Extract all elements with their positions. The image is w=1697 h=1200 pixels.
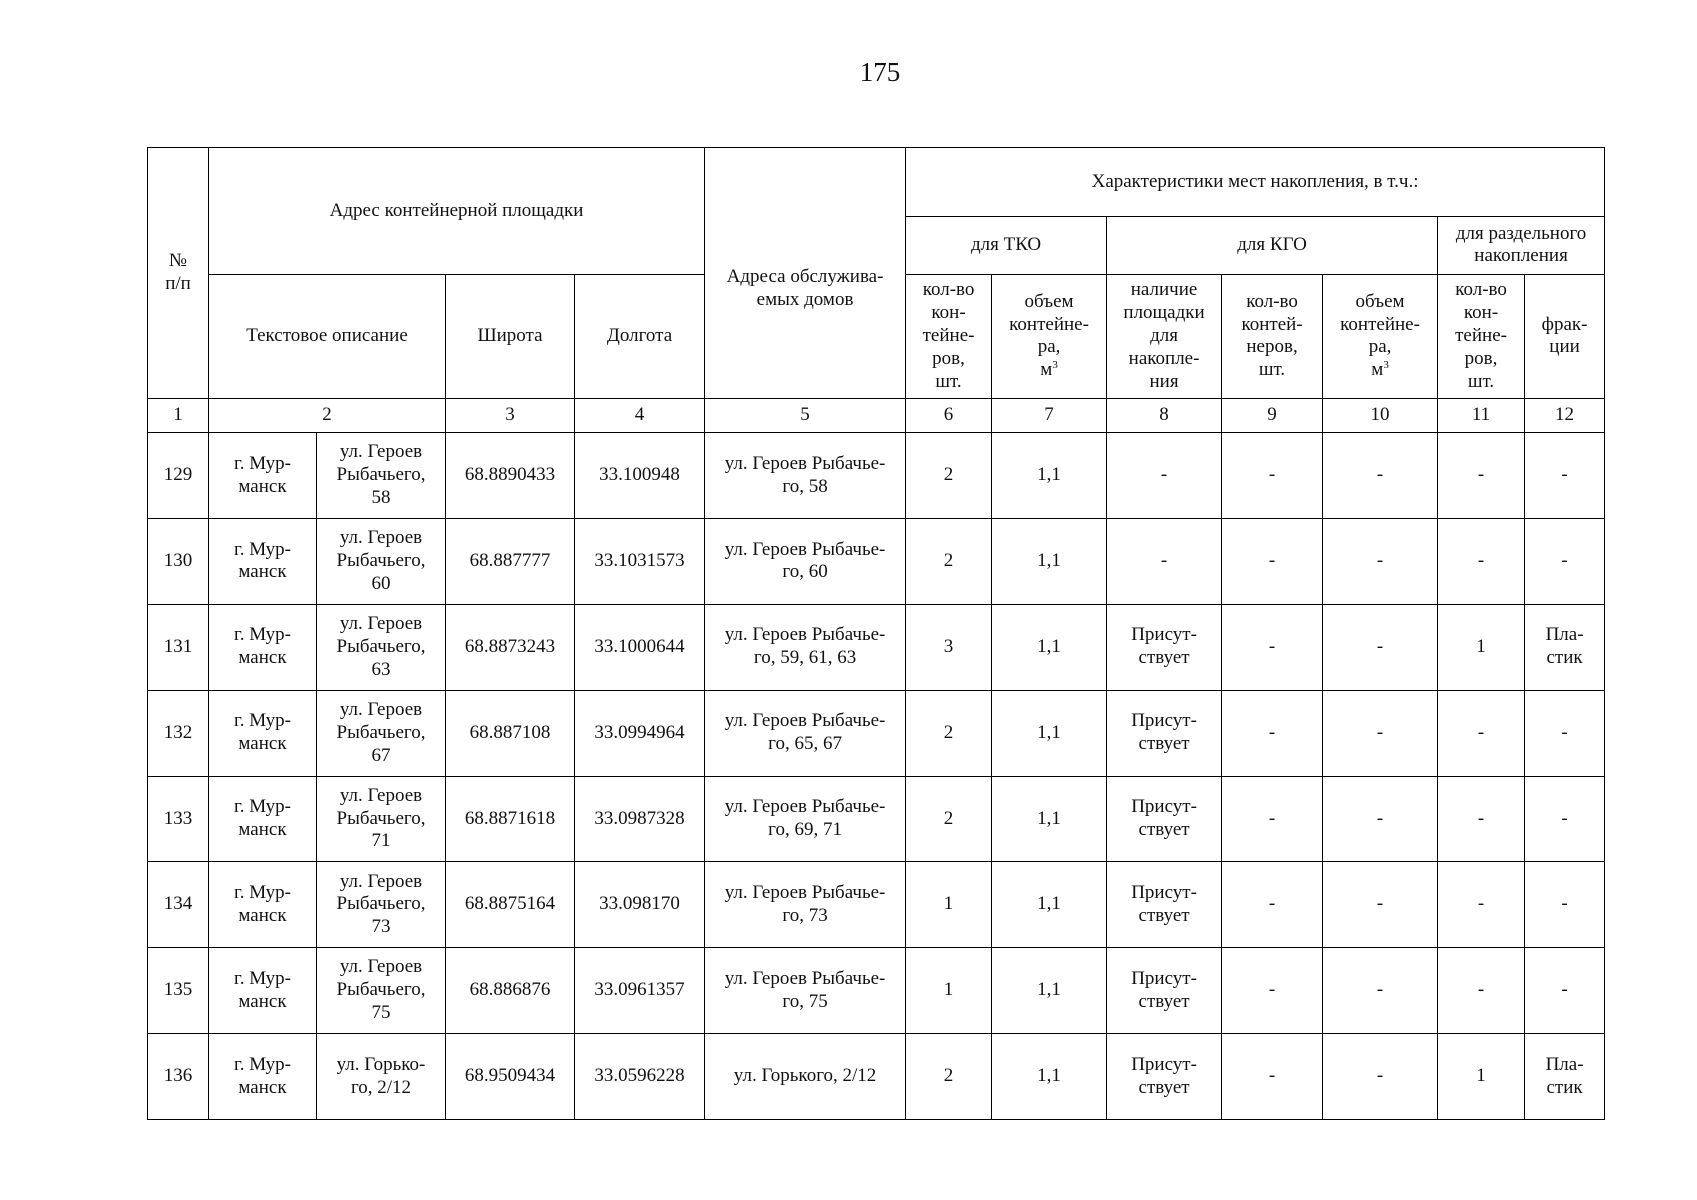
cell-tko-volume: 1,1 (992, 604, 1107, 690)
cell-kgo-count: - (1222, 518, 1323, 604)
cell-num: 131 (148, 604, 209, 690)
cell-street: ул. Горько- го, 2/12 (317, 1034, 446, 1120)
header-served-houses: Адреса обслужива- емых домов (705, 148, 906, 399)
cell-city: г. Мур- манск (209, 690, 317, 776)
cell-tko-volume: 1,1 (992, 1034, 1107, 1120)
table-row (148, 518, 1605, 604)
cell-fractions: Пла- стик (1525, 1034, 1605, 1120)
cell-kgo-volume: - (1323, 776, 1438, 862)
column-number: 12 (1525, 398, 1605, 432)
cell-city: г. Мур- манск (209, 1034, 317, 1120)
table-row (148, 776, 1605, 862)
cell-sep-count: 1 (1438, 1034, 1525, 1120)
cell-kgo-site: Присут- ствует (1107, 948, 1222, 1034)
cell-city: г. Мур- манск (209, 862, 317, 948)
cell-tko-count: 1 (906, 862, 992, 948)
cell-sep-count: - (1438, 776, 1525, 862)
header-row-1 (148, 148, 1605, 217)
cell-longitude: 33.100948 (575, 433, 705, 519)
cell-kgo-volume: - (1323, 604, 1438, 690)
table-row (148, 604, 1605, 690)
cell-kgo-count: - (1222, 948, 1323, 1034)
container-sites-table (147, 147, 1605, 1120)
cell-served-houses: ул. Героев Рыбачье- го, 65, 67 (705, 690, 906, 776)
table-row (148, 948, 1605, 1034)
cell-tko-count: 3 (906, 604, 992, 690)
cell-street: ул. Героев Рыбачьего, 73 (317, 862, 446, 948)
cell-street: ул. Героев Рыбачьего, 63 (317, 604, 446, 690)
cell-kgo-volume: - (1323, 862, 1438, 948)
superscript: 3 (1052, 359, 1058, 372)
cell-longitude: 33.1000644 (575, 604, 705, 690)
cell-street: ул. Героев Рыбачьего, 71 (317, 776, 446, 862)
column-number: 10 (1323, 398, 1438, 432)
cell-tko-count: 2 (906, 690, 992, 776)
cell-latitude: 68.8875164 (446, 862, 575, 948)
header-tko-count: кол-во кон- тейне- ров, шт. (906, 274, 992, 398)
cell-tko-volume: 1,1 (992, 690, 1107, 776)
cell-num: 136 (148, 1034, 209, 1120)
cell-city: г. Мур- манск (209, 604, 317, 690)
cell-kgo-count: - (1222, 433, 1323, 519)
cell-kgo-volume: - (1323, 518, 1438, 604)
cell-served-houses: ул. Героев Рыбачье- го, 75 (705, 948, 906, 1034)
page-number: 175 (859, 57, 901, 87)
cell-street: ул. Героев Рыбачьего, 75 (317, 948, 446, 1034)
column-number: 11 (1438, 398, 1525, 432)
cell-fractions: - (1525, 518, 1605, 604)
cell-street: ул. Героев Рыбачьего, 58 (317, 433, 446, 519)
cell-tko-volume: 1,1 (992, 948, 1107, 1034)
cell-tko-volume: 1,1 (992, 518, 1107, 604)
table-body (148, 148, 1605, 1120)
cell-served-houses: ул. Горького, 2/12 (705, 1034, 906, 1120)
cell-latitude: 68.9509434 (446, 1034, 575, 1120)
table-row (148, 690, 1605, 776)
cell-kgo-site: Присут- ствует (1107, 604, 1222, 690)
cell-city: г. Мур- манск (209, 433, 317, 519)
cell-kgo-site: Присут- ствует (1107, 690, 1222, 776)
cell-served-houses: ул. Героев Рыбачье- го, 69, 71 (705, 776, 906, 862)
cell-tko-count: 2 (906, 1034, 992, 1120)
cell-fractions: - (1525, 776, 1605, 862)
table-row (148, 1034, 1605, 1120)
cell-street: ул. Героев Рыбачьего, 67 (317, 690, 446, 776)
cell-tko-count: 1 (906, 948, 992, 1034)
header-kgo-count: кол-во контей- неров, шт. (1222, 274, 1323, 398)
cell-kgo-count: - (1222, 604, 1323, 690)
header-sep-count: кол-во кон- тейне- ров, шт. (1438, 274, 1525, 398)
cell-kgo-count: - (1222, 1034, 1323, 1120)
cell-tko-volume: 1,1 (992, 776, 1107, 862)
column-number: 2 (209, 398, 446, 432)
column-number: 8 (1107, 398, 1222, 432)
cell-tko-volume: 1,1 (992, 862, 1107, 948)
cell-longitude: 33.0994964 (575, 690, 705, 776)
header-tko-volume: объем контейне- ра, $м^3$ (992, 274, 1107, 398)
cell-served-houses: ул. Героев Рыбачье- го, 58 (705, 433, 906, 519)
cell-kgo-volume: - (1323, 948, 1438, 1034)
cell-latitude: 68.8873243 (446, 604, 575, 690)
cell-latitude: 68.8890433 (446, 433, 575, 519)
header-for-kgo: для КГО (1107, 216, 1438, 274)
cell-sep-count: - (1438, 862, 1525, 948)
cell-kgo-site: Присут- ствует (1107, 862, 1222, 948)
cell-sep-count: 1 (1438, 604, 1525, 690)
superscript: 3 (1383, 359, 1389, 372)
cell-fractions: - (1525, 690, 1605, 776)
cell-sep-count: - (1438, 948, 1525, 1034)
cell-kgo-volume: - (1323, 1034, 1438, 1120)
cell-fractions: - (1525, 948, 1605, 1034)
header-for-separate: для раздельного накопления (1438, 216, 1605, 274)
cell-city: г. Мур- манск (209, 518, 317, 604)
column-number: 4 (575, 398, 705, 432)
header-fractions: фрак- ции (1525, 274, 1605, 398)
cell-longitude: 33.098170 (575, 862, 705, 948)
cell-latitude: 68.8871618 (446, 776, 575, 862)
cell-num: 134 (148, 862, 209, 948)
header-characteristics: Характеристики мест накопления, в т.ч.: (906, 148, 1605, 217)
cell-tko-count: 2 (906, 518, 992, 604)
table-row (148, 433, 1605, 519)
cell-kgo-count: - (1222, 776, 1323, 862)
cell-longitude: 33.1031573 (575, 518, 705, 604)
cell-tko-count: 2 (906, 433, 992, 519)
cell-served-houses: ул. Героев Рыбачье- го, 60 (705, 518, 906, 604)
cell-num: 133 (148, 776, 209, 862)
column-number: 5 (705, 398, 906, 432)
cell-num: 130 (148, 518, 209, 604)
cell-num: 132 (148, 690, 209, 776)
header-num: № п/п (148, 148, 209, 399)
cell-city: г. Мур- манск (209, 776, 317, 862)
cell-tko-volume: 1,1 (992, 433, 1107, 519)
header-text-description: Текстовое описание (209, 274, 446, 398)
column-number: 3 (446, 398, 575, 432)
column-number: 7 (992, 398, 1107, 432)
cell-fractions: - (1525, 862, 1605, 948)
header-longitude: Долгота (575, 274, 705, 398)
cell-fractions: Пла- стик (1525, 604, 1605, 690)
cell-latitude: 68.887108 (446, 690, 575, 776)
cell-served-houses: ул. Героев Рыбачье- го, 59, 61, 63 (705, 604, 906, 690)
cell-latitude: 68.887777 (446, 518, 575, 604)
header-kgo-site: наличие площадки для накопле- ния (1107, 274, 1222, 398)
table-row (148, 862, 1605, 948)
header-for-tko: для ТКО (906, 216, 1107, 274)
column-number-row (148, 398, 1605, 432)
cell-kgo-volume: - (1323, 690, 1438, 776)
cell-longitude: 33.0987328 (575, 776, 705, 862)
cell-served-houses: ул. Героев Рыбачье- го, 73 (705, 862, 906, 948)
cell-sep-count: - (1438, 433, 1525, 519)
header-latitude: Широта (446, 274, 575, 398)
cell-kgo-site: - (1107, 518, 1222, 604)
cell-kgo-site: - (1107, 433, 1222, 519)
cell-latitude: 68.886876 (446, 948, 575, 1034)
cell-kgo-site: Присут- ствует (1107, 776, 1222, 862)
cell-fractions: - (1525, 433, 1605, 519)
cell-city: г. Мур- манск (209, 948, 317, 1034)
cell-kgo-site: Присут- ствует (1107, 1034, 1222, 1120)
cell-kgo-count: - (1222, 690, 1323, 776)
cell-num: 135 (148, 948, 209, 1034)
cell-sep-count: - (1438, 518, 1525, 604)
cell-kgo-volume: - (1323, 433, 1438, 519)
column-number: 6 (906, 398, 992, 432)
cell-tko-count: 2 (906, 776, 992, 862)
cell-num: 129 (148, 433, 209, 519)
header-kgo-volume: объем контейне- ра, $м^3$ (1323, 274, 1438, 398)
column-number: 9 (1222, 398, 1323, 432)
cell-longitude: 33.0961357 (575, 948, 705, 1034)
header-site-address: Адрес контейнерной площадки (209, 148, 705, 275)
cell-street: ул. Героев Рыбачьего, 60 (317, 518, 446, 604)
column-number: 1 (148, 398, 209, 432)
cell-sep-count: - (1438, 690, 1525, 776)
cell-longitude: 33.0596228 (575, 1034, 705, 1120)
cell-kgo-count: - (1222, 862, 1323, 948)
